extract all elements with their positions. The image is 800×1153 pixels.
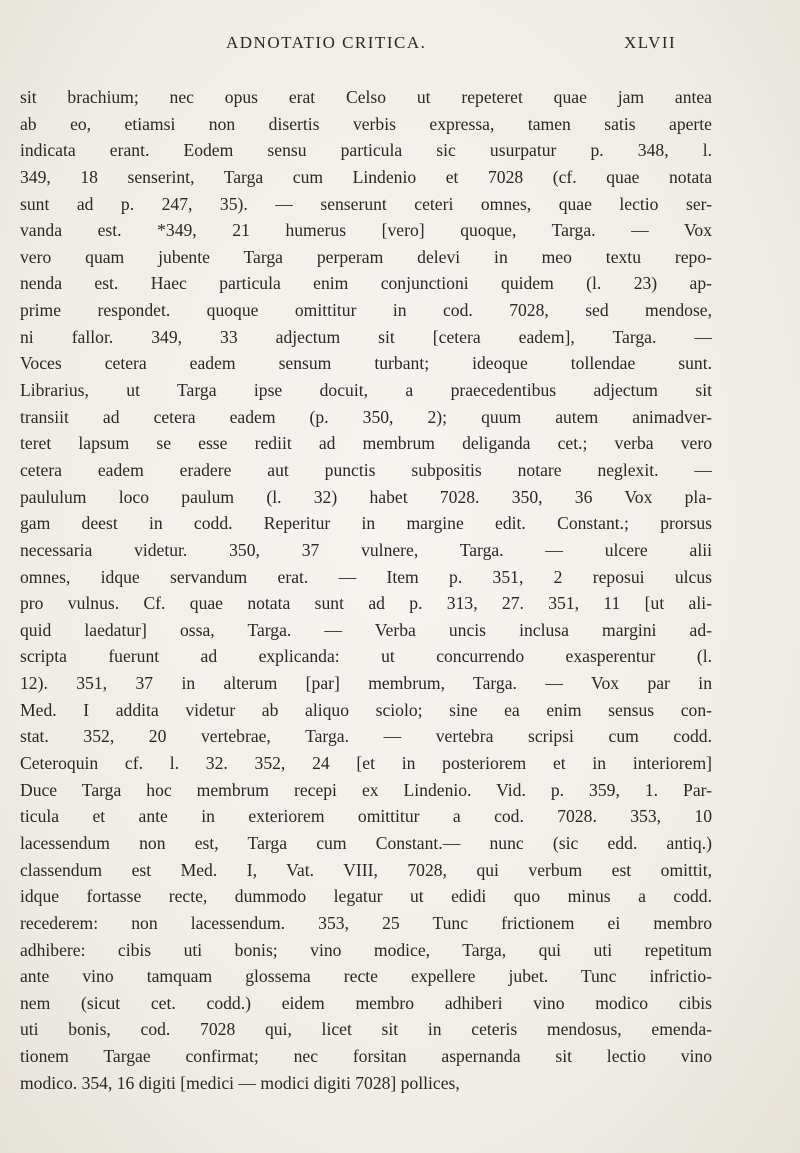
text-line: Voces cetera eadem sensum turbant; ideoque tollendae sunt. (20, 353, 712, 374)
text-line: classendum est Med. I, Vat. VIII, 7028, qui verbum est omittit, (20, 859, 712, 880)
text-line: 349, 18 senserint, Targa cum Lindenio et 7028 (cf. quae notata (20, 166, 712, 187)
page-header (0, 33, 800, 55)
text-line: lacessendum non est, Targa cum Constant.— nunc (sic edd. antiq.) (20, 832, 712, 853)
text-line: ab eo, etiamsi non disertis verbis expressa, tamen satis aperte (20, 113, 712, 134)
text-line: indicata erant. Eodem sensu particula sic usurpatur p. 348, l. (20, 140, 712, 161)
running-title: ADNOTATIO CRITICA. (226, 33, 427, 52)
text-line: paululum loco paulum (l. 32) habet 7028. 350, 36 Vox pla- (20, 486, 712, 507)
text-line: adhibere: cibis uti bonis; vino modice, Targa, qui uti repetitum (20, 939, 712, 960)
text-line: gam deest in codd. Reperitur in margine edit. Constant.; prorsus (20, 513, 712, 534)
text-line: tionem Targae confirmat; nec forsitan aspernanda sit lectio vino (20, 1046, 712, 1067)
text-line: vanda est. *349, 21 humerus [vero] quoque, Targa. — Vox (20, 220, 712, 241)
text-line: Librarius, ut Targa ipse docuit, a praecedentibus adjectum sit (20, 380, 712, 401)
text-line: idque fortasse recte, dummodo legatur ut edidi quo minus a codd. (20, 886, 712, 907)
text-line: necessaria videtur. 350, 37 vulnere, Targa. — ulcere alii (20, 539, 712, 560)
text-line: transiit ad cetera eadem (p. 350, 2); quum autem animadver- (20, 406, 712, 427)
text-line: 12). 351, 37 in alterum [par] membrum, Targa. — Vox par in (20, 673, 712, 694)
text-line: Duce Targa hoc membrum recepi ex Lindenio. Vid. p. 359, 1. Par- (20, 779, 712, 800)
text-line: stat. 352, 20 vertebrae, Targa. — vertebra scripsi cum codd. (20, 726, 712, 747)
text-line: prime respondet. quoque omittitur in cod. 7028, sed mendose, (20, 300, 712, 321)
text-line: nem (sicut cet. codd.) eidem membro adhiberi vino modico cibis (20, 992, 712, 1013)
text-line: ante vino tamquam glossema recte expellere jubet. Tunc infrictio- (20, 966, 712, 987)
text-line: uti bonis, cod. 7028 qui, licet sit in ceteris mendosus, emenda- (20, 1019, 712, 1040)
text-line: vero quam jubente Targa perperam delevi in meo textu repo- (20, 246, 712, 267)
page-number: XLVII (624, 33, 677, 52)
text-line: Med. I addita videtur ab aliquo sciolo; sine ea enim sensus con- (20, 699, 712, 720)
text-line: sunt ad p. 247, 35). — senserunt ceteri omnes, quae lectio ser- (20, 193, 712, 214)
text-line: nenda est. Haec particula enim conjunctioni quidem (l. 23) ap- (20, 273, 712, 294)
text-line: modico. 354, 16 digiti [medici — modici digiti 7028] pollices, (20, 1072, 460, 1093)
text-line: sit brachium; nec opus erat Celso ut repeteret quae jam antea (20, 87, 712, 107)
text-line: recederem: non lacessendum. 353, 25 Tunc frictionem ei membro (20, 912, 712, 933)
text-line: ni fallor. 349, 33 adjectum sit [cetera eadem], Targa. — (20, 326, 712, 347)
text-line: cetera eadem eradere aut punctis subpositis notare neglexit. — (20, 459, 712, 480)
text-line: ticula et ante in exteriorem omittitur a cod. 7028. 353, 10 (20, 806, 712, 827)
text-line: Ceteroquin cf. l. 32. 352, 24 [et in posteriorem et in interiorem] (20, 753, 712, 774)
text-line: omnes, idque servandum erat. — Item p. 351, 2 reposui ulcus (20, 566, 712, 587)
text-line: pro vulnus. Cf. quae notata sunt ad p. 313, 27. 351, 11 [ut ali- (20, 593, 712, 614)
text-line: scripta fuerunt ad explicanda: ut concurrendo exasperentur (l. (20, 646, 712, 667)
text-line: teret lapsum se esse rediit ad membrum deliganda cet.; verba vero (20, 433, 712, 454)
text-line: quid laedatur] ossa, Targa. — Verba uncis inclusa margini ad- (20, 619, 712, 640)
critical-apparatus-text (20, 84, 712, 1096)
